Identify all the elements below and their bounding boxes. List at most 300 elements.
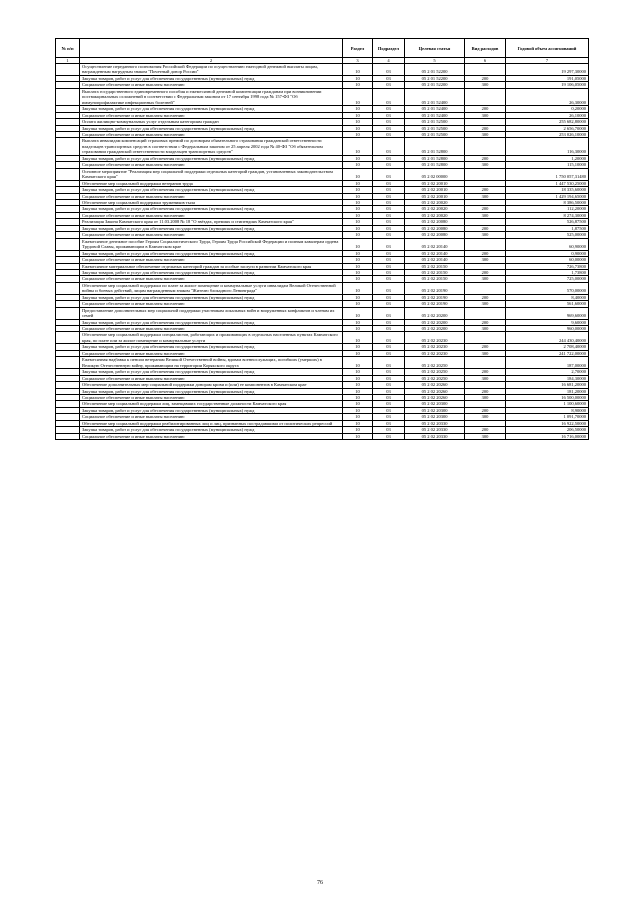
row-article-cell: 05 2 02 20190 bbox=[405, 282, 465, 294]
row-podrazdel-cell: 03 bbox=[373, 294, 405, 300]
row-amount-cell: 0,90000 bbox=[506, 250, 589, 256]
row-name-cell: Закупка товаров, работ и услуг для обеспечения государственных (муниципальных) нужд bbox=[80, 75, 343, 81]
row-index-cell bbox=[56, 88, 80, 105]
row-vid-cell: 300 bbox=[465, 257, 506, 263]
row-name-cell: Социальное обеспечение и иные выплаты населению bbox=[80, 112, 343, 118]
row-article-cell: 05 2 02 20260 bbox=[405, 382, 465, 388]
row-name-cell: Закупка товаров, работ и услуг для обеспечения государственных (муниципальных) нужд bbox=[80, 319, 343, 325]
col-num-6: 6 bbox=[465, 58, 506, 64]
row-razdel-cell: 10 bbox=[343, 375, 373, 381]
row-name-cell: Закупка товаров, работ и услуг для обеспечения государственных (муниципальных) нужд bbox=[80, 187, 343, 193]
row-name-cell: Ежемесячное денежное пособие Героям Социалистического Труда, Героям Труда Российской Федерации и полным кавалерам ордена Трудовой Славы, проживающим в Камчатском крае bbox=[80, 238, 343, 250]
table-row bbox=[56, 433, 589, 439]
row-amount-cell: 26,10000 bbox=[506, 112, 589, 118]
row-vid-cell: 300 bbox=[465, 276, 506, 282]
row-name-cell: Закупка товаров, работ и услуг для обеспечения государственных (муниципальных) нужд bbox=[80, 388, 343, 394]
row-article-cell: 05 2 02 20250 bbox=[405, 375, 465, 381]
row-name-cell: Обеспечение дополнительных мер социальной поддержки донорам крови и (или) ее компонентов в Камчатском крае bbox=[80, 382, 343, 388]
row-amount-cell: 2,70000 bbox=[506, 369, 589, 375]
row-name-cell: Ежемесячная надбавка к пенсии ветеранам Великой Отечественной войны, вдовам военнослужащих, погибших (умерших) в Великую Отечественную войну, проживающим на территории Корякского округа bbox=[80, 357, 343, 369]
row-razdel-cell: 10 bbox=[343, 269, 373, 275]
row-podrazdel-cell: 03 bbox=[373, 206, 405, 212]
row-razdel-cell: 10 bbox=[343, 250, 373, 256]
row-amount-cell: 0,20000 bbox=[506, 106, 589, 112]
row-podrazdel-cell: 03 bbox=[373, 375, 405, 381]
row-podrazdel-cell: 03 bbox=[373, 82, 405, 88]
row-razdel-cell: 10 bbox=[343, 357, 373, 369]
row-amount-cell: 8 386,50000 bbox=[506, 199, 589, 205]
row-amount-cell: 1 429 194,65000 bbox=[506, 193, 589, 199]
row-name-cell: Социальное обеспечение и иные выплаты населению bbox=[80, 395, 343, 401]
row-razdel-cell: 10 bbox=[343, 307, 373, 319]
col-num-4: 4 bbox=[373, 58, 405, 64]
row-amount-cell: 9,60000 bbox=[506, 319, 589, 325]
row-article-cell: 05 2 02 20080 bbox=[405, 225, 465, 231]
row-amount-cell: 16 716,00000 bbox=[506, 433, 589, 439]
row-razdel-cell: 10 bbox=[343, 193, 373, 199]
row-vid-cell: 200 bbox=[465, 155, 506, 161]
row-amount-cell: 253 026,10000 bbox=[506, 131, 589, 137]
row-amount-cell: 570,00000 bbox=[506, 282, 589, 294]
row-razdel-cell: 10 bbox=[343, 180, 373, 186]
table-row bbox=[56, 138, 589, 155]
row-vid-cell: 200 bbox=[465, 344, 506, 350]
row-razdel-cell: 10 bbox=[343, 106, 373, 112]
row-podrazdel-cell: 03 bbox=[373, 326, 405, 332]
row-amount-cell: 561,60000 bbox=[506, 301, 589, 307]
row-podrazdel-cell: 03 bbox=[373, 119, 405, 125]
row-vid-cell: 300 bbox=[465, 301, 506, 307]
row-name-cell: Обеспечение мер социальной поддержки тружеников тыла bbox=[80, 199, 343, 205]
row-razdel-cell: 10 bbox=[343, 276, 373, 282]
row-amount-cell: 1,87500 bbox=[506, 225, 589, 231]
row-name-cell: Социальное обеспечение и иные выплаты населению bbox=[80, 193, 343, 199]
row-razdel-cell: 10 bbox=[343, 131, 373, 137]
row-name-cell: Социальное обеспечение и иные выплаты населению bbox=[80, 232, 343, 238]
row-amount-cell: 191,05000 bbox=[506, 75, 589, 81]
row-vid-cell: 200 bbox=[465, 206, 506, 212]
row-razdel-cell: 10 bbox=[343, 212, 373, 218]
row-article-cell: 05 2 02 20150 bbox=[405, 276, 465, 282]
row-amount-cell: 255 682,80000 bbox=[506, 119, 589, 125]
row-article-cell: 05 2 02 20010 bbox=[405, 193, 465, 199]
row-podrazdel-cell: 03 bbox=[373, 112, 405, 118]
row-article-cell: 05 2 02 20330 bbox=[405, 427, 465, 433]
row-vid-cell: 300 bbox=[465, 131, 506, 137]
row-article-cell: 05 2 02 20150 bbox=[405, 263, 465, 269]
row-article-cell: 05 2 02 20300 bbox=[405, 401, 465, 407]
row-vid-cell: 200 bbox=[465, 75, 506, 81]
table-row bbox=[56, 282, 589, 294]
row-article-cell: 05 2 02 20010 bbox=[405, 187, 465, 193]
row-amount-cell: 184,30000 bbox=[506, 375, 589, 381]
row-razdel-cell: 10 bbox=[343, 388, 373, 394]
row-vid-cell bbox=[465, 168, 506, 180]
row-amount-cell: 112,20000 bbox=[506, 206, 589, 212]
row-article-cell: 05 2 02 20010 bbox=[405, 180, 465, 186]
row-podrazdel-cell: 03 bbox=[373, 344, 405, 350]
row-name-cell: Закупка товаров, работ и услуг для обеспечения государственных (муниципальных) нужд bbox=[80, 125, 343, 131]
row-amount-cell: 1,73800 bbox=[506, 269, 589, 275]
row-name-cell: Закупка товаров, работ и услуг для обеспечения государственных (муниципальных) нужд bbox=[80, 294, 343, 300]
row-razdel-cell: 10 bbox=[343, 326, 373, 332]
row-podrazdel-cell: 03 bbox=[373, 301, 405, 307]
row-podrazdel-cell: 03 bbox=[373, 407, 405, 413]
row-amount-cell: 19 297,30000 bbox=[506, 64, 589, 76]
row-amount-cell: 187,00000 bbox=[506, 357, 589, 369]
page-number: 76 bbox=[317, 880, 323, 886]
row-article-cell: 05 2 01 52500 bbox=[405, 131, 465, 137]
row-vid-cell: 300 bbox=[465, 395, 506, 401]
row-podrazdel-cell: 03 bbox=[373, 168, 405, 180]
row-name-cell: Социальное обеспечение и иные выплаты населению bbox=[80, 276, 343, 282]
row-name-cell: Социальное обеспечение и иные выплаты населению bbox=[80, 375, 343, 381]
row-article-cell: 05 2 02 20140 bbox=[405, 250, 465, 256]
row-article-cell: 05 2 02 20080 bbox=[405, 219, 465, 225]
header-number: № п/п bbox=[56, 39, 80, 58]
row-podrazdel-cell: 03 bbox=[373, 180, 405, 186]
row-razdel-cell: 10 bbox=[343, 407, 373, 413]
row-vid-cell: 200 bbox=[465, 125, 506, 131]
row-name-cell: Закупка товаров, работ и услуг для обеспечения государственных (муниципальных) нужд bbox=[80, 225, 343, 231]
row-amount-cell: 115,10000 bbox=[506, 162, 589, 168]
row-index-cell bbox=[56, 238, 80, 250]
row-article-cell: 05 2 02 20250 bbox=[405, 357, 465, 369]
row-vid-cell: 300 bbox=[465, 326, 506, 332]
row-article-cell: 05 2 01 52500 bbox=[405, 125, 465, 131]
row-vid-cell: 200 bbox=[465, 250, 506, 256]
row-amount-cell: 2 656,70000 bbox=[506, 125, 589, 131]
row-vid-cell: 200 bbox=[465, 369, 506, 375]
row-article-cell: 05 2 01 52800 bbox=[405, 138, 465, 155]
row-podrazdel-cell: 03 bbox=[373, 263, 405, 269]
row-razdel-cell: 10 bbox=[343, 401, 373, 407]
row-name-cell: Социальное обеспечение и иные выплаты населению bbox=[80, 326, 343, 332]
row-vid-cell bbox=[465, 238, 506, 250]
row-razdel-cell: 10 bbox=[343, 395, 373, 401]
row-amount-cell: 8,40000 bbox=[506, 294, 589, 300]
row-amount-cell: 60,90000 bbox=[506, 238, 589, 250]
row-razdel-cell: 10 bbox=[343, 332, 373, 344]
row-podrazdel-cell: 03 bbox=[373, 225, 405, 231]
row-name-cell: Реализация Закона Камчатского края от 11.03.2008 № 18 "О звёздах, премиях и стипендиях Камчатского края" bbox=[80, 219, 343, 225]
row-razdel-cell: 10 bbox=[343, 414, 373, 420]
row-vid-cell bbox=[465, 282, 506, 294]
row-podrazdel-cell: 03 bbox=[373, 433, 405, 439]
row-vid-cell bbox=[465, 88, 506, 105]
row-podrazdel-cell: 03 bbox=[373, 250, 405, 256]
row-index-cell bbox=[56, 307, 80, 319]
row-amount-cell: 960,00000 bbox=[506, 326, 589, 332]
row-vid-cell: 200 bbox=[465, 427, 506, 433]
row-vid-cell: 300 bbox=[465, 375, 506, 381]
row-razdel-cell: 10 bbox=[343, 162, 373, 168]
row-amount-cell: 526,87500 bbox=[506, 219, 589, 225]
row-podrazdel-cell: 03 bbox=[373, 187, 405, 193]
row-podrazdel-cell: 03 bbox=[373, 388, 405, 394]
row-name-cell: Закупка товаров, работ и услуг для обеспечения государственных (муниципальных) нужд bbox=[80, 250, 343, 256]
row-vid-cell: 300 bbox=[465, 162, 506, 168]
row-razdel-cell: 10 bbox=[343, 369, 373, 375]
row-name-cell: Обеспечение мер социальной поддержки лиц, замещавших государственные должности Камчатского края bbox=[80, 401, 343, 407]
row-amount-cell: 16 922,50000 bbox=[506, 420, 589, 426]
row-podrazdel-cell: 03 bbox=[373, 88, 405, 105]
row-article-cell: 05 2 02 20140 bbox=[405, 238, 465, 250]
row-podrazdel-cell: 03 bbox=[373, 219, 405, 225]
row-vid-cell: 300 bbox=[465, 232, 506, 238]
table-row bbox=[56, 332, 589, 344]
document-page bbox=[55, 38, 588, 440]
row-amount-cell: 725,00000 bbox=[506, 276, 589, 282]
header-name bbox=[80, 39, 343, 58]
row-amount-cell: 969,60000 bbox=[506, 307, 589, 319]
row-razdel-cell: 10 bbox=[343, 232, 373, 238]
row-podrazdel-cell: 03 bbox=[373, 269, 405, 275]
row-name-cell: Социальное обеспечение и иные выплаты населению bbox=[80, 301, 343, 307]
row-name-cell: Оплата жилищно-коммунальных услуг отдельным категориям граждан bbox=[80, 119, 343, 125]
row-vid-cell: 300 bbox=[465, 193, 506, 199]
row-razdel-cell: 10 bbox=[343, 168, 373, 180]
row-vid-cell: 300 bbox=[465, 433, 506, 439]
header-razdel: Раздел bbox=[343, 39, 373, 58]
row-vid-cell: 200 bbox=[465, 388, 506, 394]
row-vid-cell: 200 bbox=[465, 319, 506, 325]
row-razdel-cell: 10 bbox=[343, 225, 373, 231]
row-index-cell bbox=[56, 64, 80, 76]
row-article-cell: 05 2 02 20190 bbox=[405, 301, 465, 307]
row-amount-cell: 19 106,05000 bbox=[506, 82, 589, 88]
row-razdel-cell: 10 bbox=[343, 427, 373, 433]
row-razdel-cell: 10 bbox=[343, 420, 373, 426]
col-num-2: 2 bbox=[80, 58, 343, 64]
row-razdel-cell: 10 bbox=[343, 433, 373, 439]
row-podrazdel-cell: 03 bbox=[373, 332, 405, 344]
row-razdel-cell: 10 bbox=[343, 88, 373, 105]
row-amount-cell: 525,00000 bbox=[506, 232, 589, 238]
row-razdel-cell: 10 bbox=[343, 125, 373, 131]
row-amount-cell: 2 708,40000 bbox=[506, 344, 589, 350]
row-amount-cell: 1 447 530,25000 bbox=[506, 180, 589, 186]
row-name-cell: Предоставление дополнительных мер социальной поддержки участникам локальных войн и вооруженных конфликтов и членам их семей bbox=[80, 307, 343, 319]
row-article-cell: 05 2 02 20330 bbox=[405, 420, 465, 426]
table-row bbox=[56, 168, 589, 180]
row-article-cell: 05 2 02 20230 bbox=[405, 344, 465, 350]
header-podrazdel: Подраздел bbox=[373, 39, 405, 58]
row-name-cell: Выплата государственного единовременного пособия и ежемесячной денежной компенсации гражданам при возникновении поствакцинальных осложнений в соответствии с Федеральным законом от 17 сентября 1998 года № 157-ФЗ "Об иммунопрофилактике инфекционных болезней" bbox=[80, 88, 343, 105]
row-podrazdel-cell: 03 bbox=[373, 75, 405, 81]
row-article-cell: 05 2 01 52200 bbox=[405, 75, 465, 81]
row-amount-cell: 181,20000 bbox=[506, 388, 589, 394]
row-article-cell: 05 2 02 20230 bbox=[405, 350, 465, 356]
row-name-cell: Выплата инвалидам компенсаций страховых премий по договорам обязательного страхования гражданской ответственности владельцев транспортных средств в соответствии с Федеральным законом от 25 апреля 2002 года № 40-ФЗ "Об обязательном страховании гражданской ответственности владельцев транспортных средств" bbox=[80, 138, 343, 155]
row-podrazdel-cell: 03 bbox=[373, 357, 405, 369]
row-name-cell: Осуществление переданного полномочия Российской Федерации по осуществлению ежегодной денежной выплаты лицам, награжденным нагрудным знаком "Почетный донор России" bbox=[80, 64, 343, 76]
table-row bbox=[56, 88, 589, 105]
row-podrazdel-cell: 03 bbox=[373, 350, 405, 356]
row-article-cell: 05 2 01 52400 bbox=[405, 112, 465, 118]
row-razdel-cell: 10 bbox=[343, 64, 373, 76]
row-article-cell: 05 2 02 20080 bbox=[405, 232, 465, 238]
row-vid-cell bbox=[465, 357, 506, 369]
row-razdel-cell: 10 bbox=[343, 238, 373, 250]
row-vid-cell: 200 bbox=[465, 225, 506, 231]
row-amount-cell: 1 100,60000 bbox=[506, 401, 589, 407]
row-amount-cell: 241 722,00000 bbox=[506, 350, 589, 356]
row-article-cell: 05 2 02 20200 bbox=[405, 307, 465, 319]
row-article-cell: 05 2 02 20250 bbox=[405, 369, 465, 375]
row-razdel-cell: 10 bbox=[343, 282, 373, 294]
row-amount-cell: 1,20000 bbox=[506, 155, 589, 161]
row-razdel-cell: 10 bbox=[343, 263, 373, 269]
row-razdel-cell: 10 bbox=[343, 112, 373, 118]
row-name-cell: Обеспечение мер социальной поддержки ветеранов труда bbox=[80, 180, 343, 186]
row-amount-cell: 206,50000 bbox=[506, 427, 589, 433]
row-podrazdel-cell: 03 bbox=[373, 64, 405, 76]
row-podrazdel-cell: 03 bbox=[373, 155, 405, 161]
row-podrazdel-cell: 03 bbox=[373, 369, 405, 375]
row-article-cell: 05 2 02 00000 bbox=[405, 168, 465, 180]
header-target-article: Целевая статья bbox=[405, 39, 465, 58]
row-razdel-cell: 10 bbox=[343, 75, 373, 81]
row-razdel-cell: 10 bbox=[343, 199, 373, 205]
row-article-cell: 05 2 02 20190 bbox=[405, 294, 465, 300]
header-expense-type: Вид расходов bbox=[465, 39, 506, 58]
row-amount-cell: 726,73800 bbox=[506, 263, 589, 269]
row-vid-cell bbox=[465, 332, 506, 344]
row-vid-cell: 200 bbox=[465, 269, 506, 275]
row-index-cell bbox=[56, 433, 80, 439]
row-vid-cell bbox=[465, 64, 506, 76]
row-razdel-cell: 10 bbox=[343, 138, 373, 155]
row-podrazdel-cell: 03 bbox=[373, 162, 405, 168]
row-article-cell: 05 2 02 20020 bbox=[405, 199, 465, 205]
row-name-cell: Социальное обеспечение и иные выплаты населению bbox=[80, 433, 343, 439]
col-num-7: 7 bbox=[506, 58, 589, 64]
row-name-cell: Закупка товаров, работ и услуг для обеспечения государственных (муниципальных) нужд bbox=[80, 155, 343, 161]
row-podrazdel-cell: 03 bbox=[373, 319, 405, 325]
row-article-cell: 05 2 02 20140 bbox=[405, 257, 465, 263]
row-razdel-cell: 10 bbox=[343, 350, 373, 356]
row-vid-cell: 300 bbox=[465, 82, 506, 88]
row-name-cell: Ежемесячное материальное обеспечение отдельных категорий граждан за особые заслуги в развитии Камчатского края bbox=[80, 263, 343, 269]
row-vid-cell: 300 bbox=[465, 414, 506, 420]
table-row bbox=[56, 64, 589, 76]
row-podrazdel-cell: 03 bbox=[373, 199, 405, 205]
table-row bbox=[56, 357, 589, 369]
row-name-cell: Социальное обеспечение и иные выплаты населению bbox=[80, 131, 343, 137]
row-podrazdel-cell: 03 bbox=[373, 282, 405, 294]
row-amount-cell: 16 500,00000 bbox=[506, 395, 589, 401]
row-index-cell bbox=[56, 282, 80, 294]
row-article-cell: 05 2 02 20300 bbox=[405, 414, 465, 420]
row-name-cell: Социальное обеспечение и иные выплаты населению bbox=[80, 257, 343, 263]
row-podrazdel-cell: 03 bbox=[373, 276, 405, 282]
row-amount-cell: 60,00000 bbox=[506, 257, 589, 263]
row-razdel-cell: 10 bbox=[343, 294, 373, 300]
row-article-cell: 05 2 02 20150 bbox=[405, 269, 465, 275]
row-amount-cell: 8,90000 bbox=[506, 407, 589, 413]
table-body bbox=[56, 64, 589, 440]
header-row bbox=[56, 39, 589, 58]
row-article-cell: 05 2 01 52200 bbox=[405, 64, 465, 76]
row-podrazdel-cell: 03 bbox=[373, 395, 405, 401]
row-name-cell: Закупка товаров, работ и услуг для обеспечения государственных (муниципальных) нужд bbox=[80, 407, 343, 413]
row-article-cell: 05 2 02 20260 bbox=[405, 395, 465, 401]
row-name-cell: Закупка товаров, работ и услуг для обеспечения государственных (муниципальных) нужд bbox=[80, 369, 343, 375]
row-article-cell: 05 2 01 52200 bbox=[405, 82, 465, 88]
row-podrazdel-cell: 03 bbox=[373, 232, 405, 238]
row-index-cell bbox=[56, 138, 80, 155]
row-podrazdel-cell: 03 bbox=[373, 420, 405, 426]
row-podrazdel-cell: 03 bbox=[373, 193, 405, 199]
row-razdel-cell: 10 bbox=[343, 119, 373, 125]
table-row bbox=[56, 307, 589, 319]
row-article-cell: 05 2 02 20260 bbox=[405, 388, 465, 394]
row-razdel-cell: 10 bbox=[343, 344, 373, 350]
row-amount-cell: 244 430,40000 bbox=[506, 332, 589, 344]
row-article-cell: 05 2 02 20020 bbox=[405, 212, 465, 218]
row-razdel-cell: 10 bbox=[343, 257, 373, 263]
row-vid-cell: 300 bbox=[465, 112, 506, 118]
row-podrazdel-cell: 03 bbox=[373, 427, 405, 433]
row-name-cell: Обеспечение мер социальной поддержки реабилитированных лиц и лиц, признанных пострадавшими от политических репрессий bbox=[80, 420, 343, 426]
row-podrazdel-cell: 03 bbox=[373, 257, 405, 263]
row-razdel-cell: 10 bbox=[343, 301, 373, 307]
row-name-cell: Закупка товаров, работ и услуг для обеспечения государственных (муниципальных) нужд bbox=[80, 344, 343, 350]
row-podrazdel-cell: 03 bbox=[373, 131, 405, 137]
row-vid-cell: 300 bbox=[465, 212, 506, 218]
row-amount-cell: 26,30000 bbox=[506, 88, 589, 105]
row-razdel-cell: 10 bbox=[343, 319, 373, 325]
row-vid-cell: 200 bbox=[465, 294, 506, 300]
row-article-cell: 05 2 02 20020 bbox=[405, 206, 465, 212]
row-vid-cell: 200 bbox=[465, 407, 506, 413]
row-amount-cell: 18 335,60000 bbox=[506, 187, 589, 193]
row-article-cell: 05 2 01 52400 bbox=[405, 88, 465, 105]
row-article-cell: 05 2 02 20300 bbox=[405, 407, 465, 413]
row-razdel-cell: 10 bbox=[343, 219, 373, 225]
row-article-cell: 05 2 02 20230 bbox=[405, 332, 465, 344]
row-razdel-cell: 10 bbox=[343, 187, 373, 193]
row-amount-cell: 1 750 057,31480 bbox=[506, 168, 589, 180]
row-amount-cell: 8 274,30000 bbox=[506, 212, 589, 218]
row-name-cell: Закупка товаров, работ и услуг для обеспечения государственных (муниципальных) нужд bbox=[80, 106, 343, 112]
row-article-cell: 05 2 02 20200 bbox=[405, 319, 465, 325]
row-article-cell: 05 2 02 20330 bbox=[405, 433, 465, 439]
budget-table bbox=[55, 38, 589, 440]
row-name-cell: Обеспечение мер социальной поддержки специалистов, работающих и проживающих в отдельных населенных пунктах Камчатского края, по плате или за жилое помещение и коммунальные услуги bbox=[80, 332, 343, 344]
row-vid-cell: 200 bbox=[465, 187, 506, 193]
row-index-cell bbox=[56, 332, 80, 344]
row-article-cell: 05 2 01 52800 bbox=[405, 162, 465, 168]
row-podrazdel-cell: 03 bbox=[373, 125, 405, 131]
row-name-cell: Закупка товаров, работ и услуг для обеспечения государственных (муниципальных) нужд bbox=[80, 427, 343, 433]
row-name-cell: Закупка товаров, работ и услуг для обеспечения государственных (муниципальных) нужд bbox=[80, 269, 343, 275]
row-name-cell: Социальное обеспечение и иные выплаты населению bbox=[80, 162, 343, 168]
row-razdel-cell: 10 bbox=[343, 82, 373, 88]
col-num-5: 5 bbox=[405, 58, 465, 64]
row-podrazdel-cell: 03 bbox=[373, 106, 405, 112]
row-vid-cell bbox=[465, 138, 506, 155]
row-name-cell: Социальное обеспечение и иные выплаты населению bbox=[80, 82, 343, 88]
row-razdel-cell: 10 bbox=[343, 206, 373, 212]
header-annual-amount: Годовой объем ассигнований bbox=[506, 39, 589, 58]
row-podrazdel-cell: 03 bbox=[373, 138, 405, 155]
row-vid-cell: 200 bbox=[465, 106, 506, 112]
row-podrazdel-cell: 03 bbox=[373, 401, 405, 407]
row-razdel-cell: 10 bbox=[343, 155, 373, 161]
row-vid-cell: 300 bbox=[465, 350, 506, 356]
